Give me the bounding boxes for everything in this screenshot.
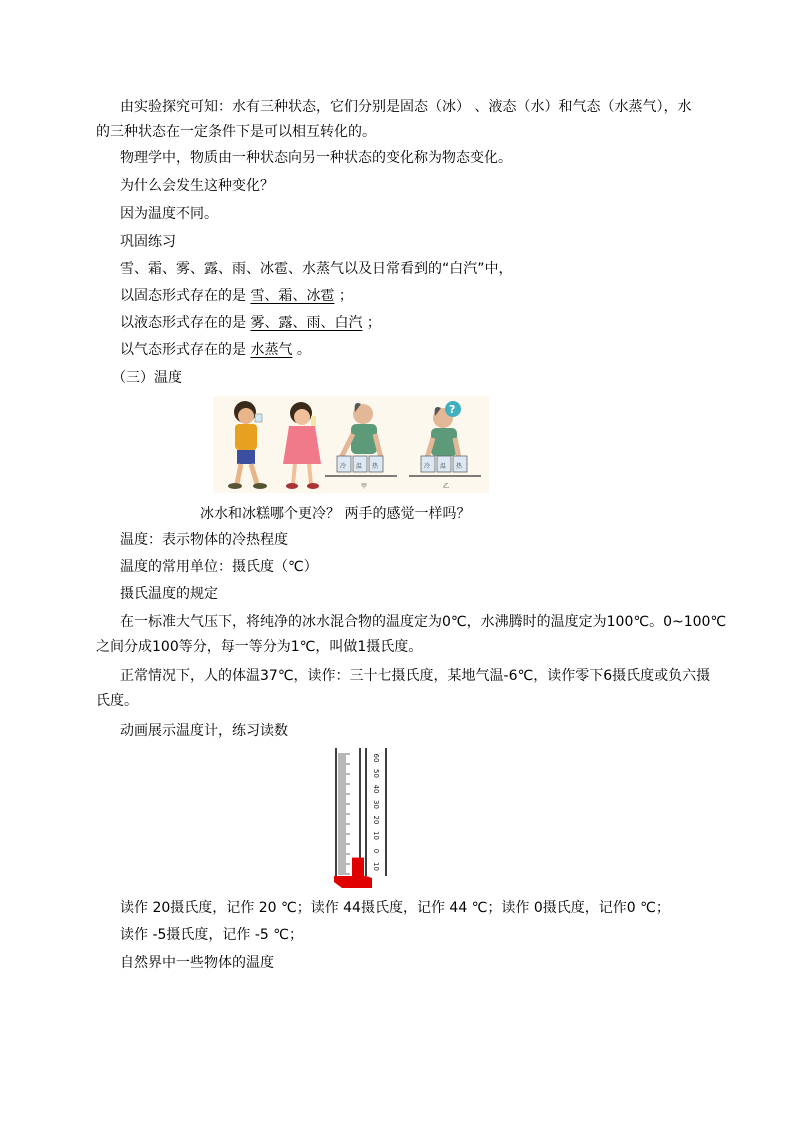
cup-label-cold-yi: 冷 [424,463,431,470]
scale-label-0: 0 [372,848,380,854]
question-mark-icon: ? [449,403,456,416]
solid-prefix: 以固态形式存在的是 [120,288,251,304]
cup-label-warm-jia: 温 [356,463,363,470]
scale-label-20: 20 [372,815,380,825]
solid-suffix: ； [334,288,353,304]
label-yi: 乙 [443,483,450,490]
liquid-answer: 雾、露、雨、白汽 [250,315,363,331]
para-1-line-2: 的三种状态在一定条件下是可以相互转化的。 [96,124,376,140]
normal-line-1: 正常情况下，人的体温37℃，读作：三十七摄氏度，某地气温-6℃，读作零下6摄氏度或负六摄 [120,668,711,684]
solid-line [120,286,730,306]
section-3-heading: （三）温度 [112,370,182,386]
liquid-prefix: 以液态形式存在的是 [120,315,251,331]
cup-label-hot-jia: 热 [372,463,379,470]
liquid-suffix: ； [362,315,381,331]
para-5: 巩固练习 [120,234,176,250]
gas-suffix: 。 [292,342,311,358]
para-2: 物理学中，物质由一种状态向另一种状态的变化称为物态变化。 [120,150,512,166]
para-3: 为什么会发生这种变化？ [120,178,274,194]
def-temp: 温度：表示物体的冷热程度 [120,532,288,548]
scale-label-60: 60 [372,753,380,763]
illustration-caption: 冰水和冰糕哪个更冷？ 两手的感觉一样吗？ [200,506,471,522]
reading-line-2: 读作 -5摄氏度，记作 -5 ℃； [120,927,303,943]
label-jia: 甲 [361,483,368,490]
gas-line [120,340,730,360]
cup-label-hot-yi: 热 [456,463,463,470]
scale-label-30: 30 [372,800,380,809]
para-4: 因为温度不同。 [120,206,218,222]
rule-line-2: 之间分成100等分，每一等分为1℃，叫做1摄氏度。 [96,639,423,655]
solid-answer: 雪、霜、冰雹 [250,288,335,304]
celsius-rule-heading: 摄氏温度的规定 [120,586,218,602]
para-6: 雪、霜、雾、露、雨、冰雹、水蒸气以及日常看到的“白汽”中， [120,261,513,277]
thermometer [320,748,400,890]
scale-label-10: 10 [372,831,380,840]
liquid-column [352,858,364,876]
cup-label-cold-jia: 冷 [340,463,347,470]
reading-line-1: 读作 20摄氏度，记作 20 ℃；读作 44摄氏度，记作 44 ℃；读作 0摄氏度，记作0 ℃； [120,900,670,916]
normal-line-2: 氏度。 [96,693,138,709]
gas-answer: 水蒸气 [250,342,293,358]
para-1-line-1: 由实验探究可知：水有三种状态，它们分别是固态（冰） 、液态（水）和气态（水蒸气），水 [120,99,692,115]
scale-label-50: 50 [372,769,380,778]
liquid-line [120,313,730,333]
animation-line: 动画展示温度计，练习读数 [120,723,288,739]
cup-label-warm-yi: 温 [440,463,447,470]
scale-label-neg-10: 10 [372,862,380,871]
children-and-hands-illustration [213,396,489,493]
nature-heading: 自然界中一些物体的温度 [120,955,274,971]
thermometer-bulb [334,876,372,888]
rule-line-1: 在一标准大气压下，将纯净的冰水混合物的温度定为0℃，水沸腾时的温度定为100℃。0~100℃ [120,614,727,630]
unit-temp: 温度的常用单位：摄氏度（℃） [120,559,318,575]
scale-label-40: 40 [372,784,380,794]
gas-prefix: 以气态形式存在的是 [120,342,251,358]
